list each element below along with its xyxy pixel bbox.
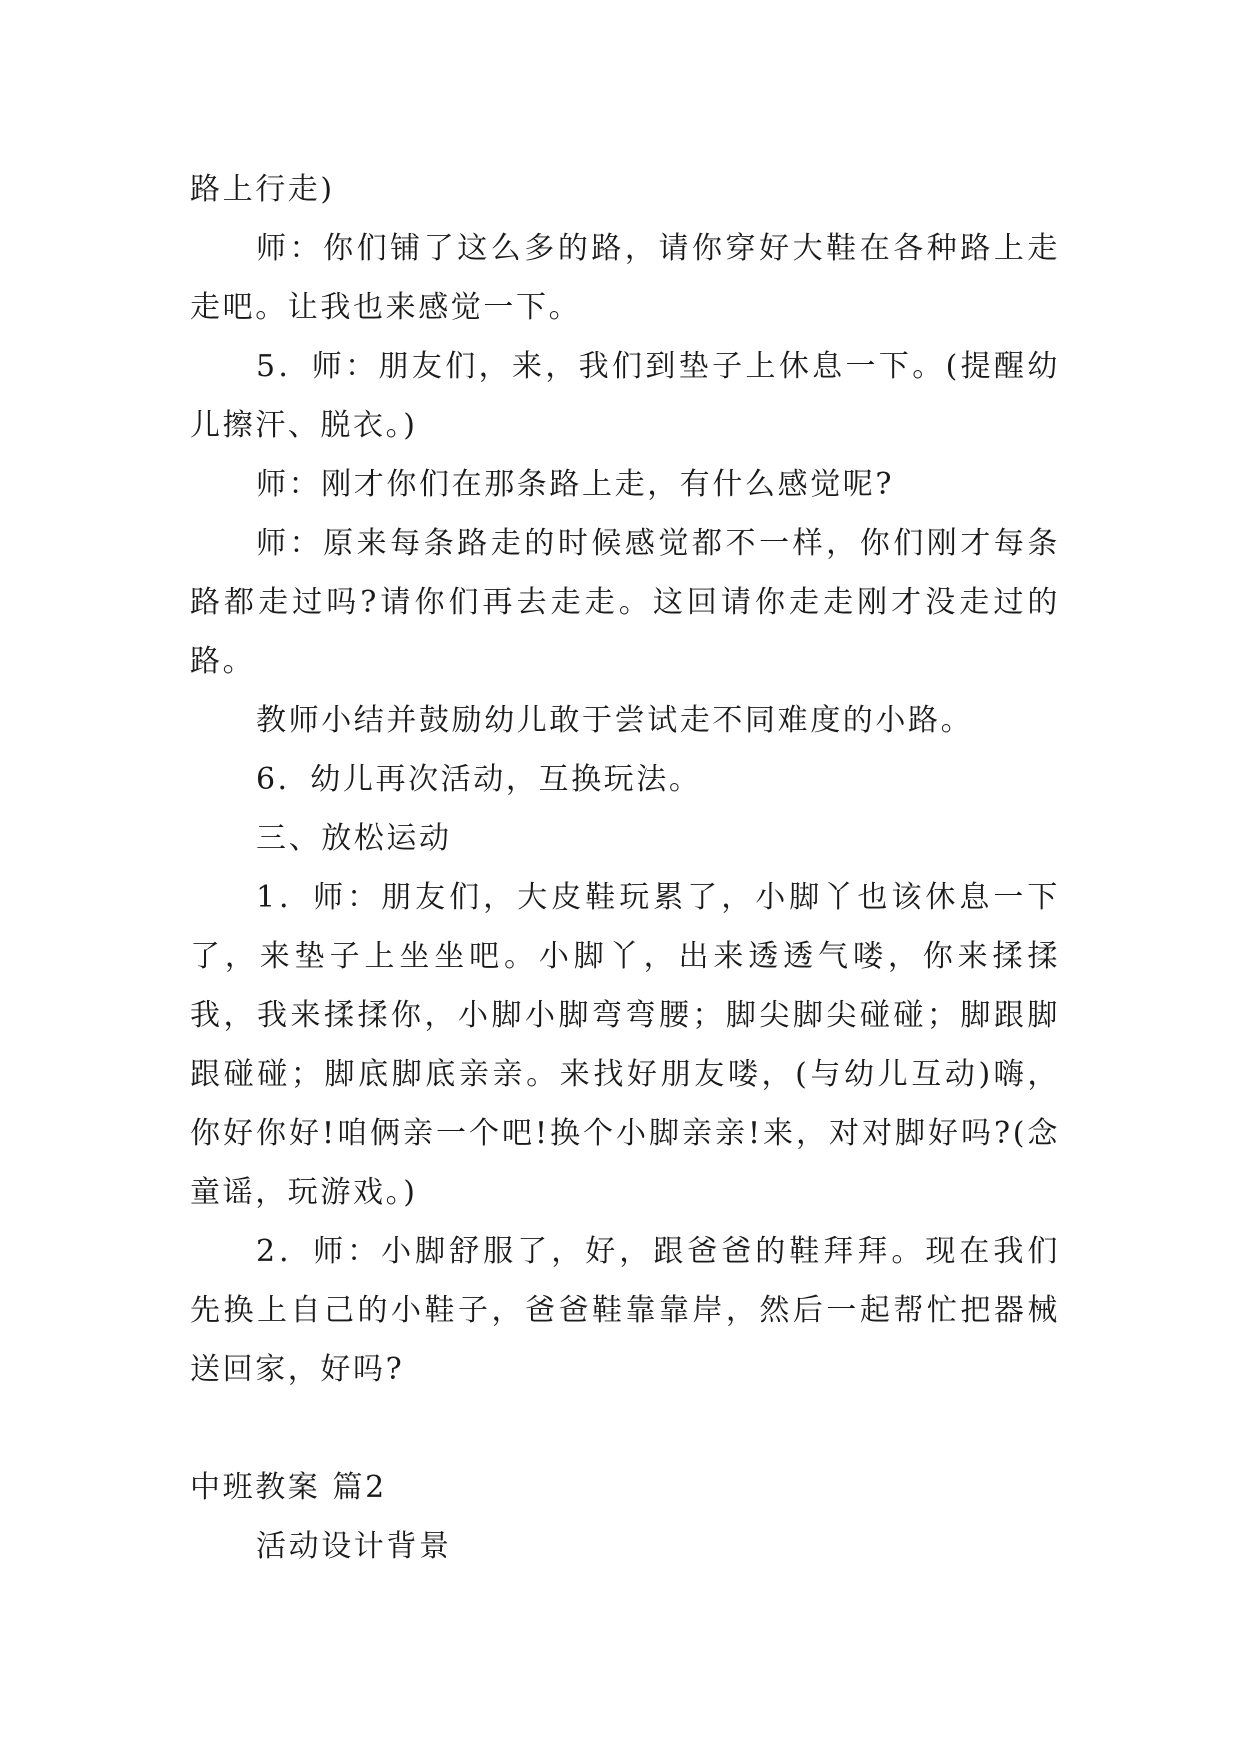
document-body [190, 160, 1060, 1576]
paragraph-3: 5．师：朋友们，来，我们到垫子上休息一下。(提醒幼儿擦汗、脱衣。) [190, 349, 1060, 443]
section-title: 中班教案 篇2 [190, 1470, 387, 1505]
paragraph-10: 2．师：小脚舒服了，好，跟爸爸的鞋拜拜。现在我们先换上自己的小鞋子，爸爸鞋靠靠岸，然后一起帮忙把器械送回家，好吗? [190, 1234, 1060, 1387]
paragraph-1: 路上行走) [190, 172, 335, 207]
section-subtitle: 活动设计背景 [256, 1529, 452, 1564]
paragraph-5: 师：原来每条路走的时候感觉都不一样，你们刚才每条路都走过吗?请你们再去走走。这回请你走走刚才没走过的路。 [190, 526, 1060, 679]
paragraph-2: 师：你们铺了这么多的路，请你穿好大鞋在各种路上走走吧。让我也来感觉一下。 [190, 231, 1060, 325]
paragraph-8: 三、放松运动 [256, 821, 452, 856]
paragraph-6: 教师小结并鼓励幼儿敢于尝试走不同难度的小路。 [256, 703, 974, 738]
paragraph-7: 6．幼儿再次活动，互换玩法。 [256, 762, 702, 797]
paragraph-4: 师：刚才你们在那条路上走，有什么感觉呢? [256, 467, 895, 502]
paragraph-9: 1．师：朋友们，大皮鞋玩累了，小脚丫也该休息一下了，来垫子上坐坐吧。小脚丫，出来透透气喽，你来揉揉我，我来揉揉你，小脚小脚弯弯腰；脚尖脚尖碰碰；脚跟脚跟碰碰；脚底脚底亲亲。来找好朋友喽，(与幼儿互动)嗨，你好你好!咱俩亲一个吧!换个小脚亲亲!来，对对脚好吗?(念童谣，玩游戏。) [190, 880, 1060, 1210]
